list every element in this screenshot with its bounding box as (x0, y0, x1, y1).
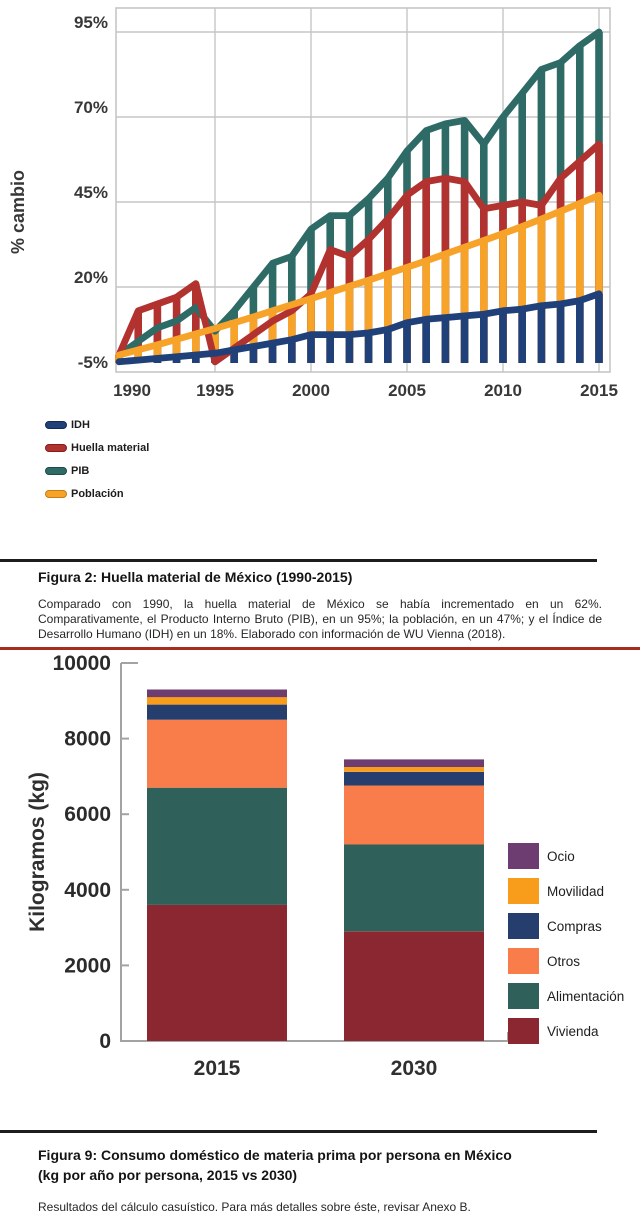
legend-swatch (508, 948, 539, 974)
figure9-chart-legend (508, 843, 624, 1053)
legend-swatch (45, 467, 67, 475)
bar-segment-Ocio (344, 759, 484, 767)
stem-IDH (480, 314, 488, 363)
y-tick-label: 45% (73, 183, 108, 202)
stem-IDH (346, 335, 354, 363)
y-tick-label: -5% (77, 353, 108, 372)
bar-segment-Movilidad (344, 767, 484, 772)
legend-item (508, 913, 624, 939)
figure9-heading (38, 1145, 610, 1185)
x-tick-label: 1990 (113, 381, 151, 400)
bar-segment-Compras (147, 705, 287, 720)
legend-item (508, 983, 624, 1009)
legend-swatch (45, 421, 67, 429)
bar-segment-Alimentación (147, 788, 287, 905)
x-tick-label: 1995 (196, 381, 234, 400)
bar-segment-Ocio (147, 690, 287, 698)
stem-IDH (307, 335, 315, 363)
legend-label: IDH (71, 418, 90, 431)
stem-IDH (576, 301, 584, 363)
legend-label: Vivienda (547, 1023, 599, 1039)
legend-label: Compras (547, 918, 602, 934)
legend-item (508, 948, 624, 974)
series-line-Huella material (119, 144, 599, 362)
legend-item (508, 843, 624, 869)
figure9-heading-line2: (kg por año por persona, 2015 vs 2030) (38, 1167, 298, 1183)
x-tick-label: 2015 (580, 381, 618, 400)
figure9-caption: Resultados del cálculo casuístico. Para más detalles sobre éste, revisar Anexo B. (38, 1200, 471, 1214)
legend-swatch (45, 444, 67, 452)
bar-segment-Vivienda (344, 931, 484, 1041)
legend-label: Movilidad (547, 883, 605, 899)
bar-segment-Otros (344, 786, 484, 845)
stem-IDH (461, 316, 469, 363)
figure2-chart (0, 0, 640, 402)
stem-IDH (365, 333, 373, 363)
x-tick-label: 2000 (292, 381, 330, 400)
bar-segment-Otros (147, 720, 287, 788)
y-tick-label: 95% (73, 13, 108, 32)
y-tick-label: 20% (73, 268, 108, 287)
legend-swatch (508, 843, 539, 869)
legend-item (508, 1018, 624, 1044)
legend-swatch (45, 490, 67, 498)
series-line-IDH (119, 294, 599, 362)
stem-IDH (326, 335, 334, 363)
bar-segment-Compras (344, 772, 484, 786)
legend-label: Alimentación (547, 988, 625, 1004)
legend-item (45, 417, 149, 432)
bar-segment-Movilidad (147, 697, 287, 705)
y-tick-label: 70% (73, 98, 108, 117)
y-tick-label: 6000 (64, 803, 111, 827)
figure2-caption: Comparado con 1990, la huella material de México se había incrementado en un 62%. Comparativamente, el Producto Interno Bruto (PIB), en un 95%; la población, en un 47%; y el Índice de Desarrollo Humano (IDH) en un 18%. Elaborado con información de WU Vienna (2018). (38, 597, 602, 642)
legend-label: Población (71, 487, 124, 500)
legend-item (45, 463, 149, 478)
y-tick-label: 0 (99, 1030, 111, 1053)
y-tick-label: 8000 (64, 727, 111, 751)
legend-item (45, 486, 149, 501)
x-tick-label: 2005 (388, 381, 426, 400)
accent-rule (0, 647, 640, 650)
bar-segment-Alimentación (344, 844, 484, 931)
legend-item (508, 878, 624, 904)
stem-IDH (422, 319, 430, 363)
stem-IDH (538, 306, 546, 363)
x-tick-label: 2010 (484, 381, 522, 400)
legend-item (45, 440, 149, 455)
legend-label: Otros (547, 953, 581, 969)
legend-label: Huella material (71, 441, 150, 454)
stem-IDH (518, 309, 526, 363)
y-tick-label: 10000 (52, 652, 111, 675)
legend-label: Ocio (547, 848, 575, 864)
y-tick-label: 4000 (64, 878, 111, 902)
stem-IDH (442, 318, 450, 363)
legend-swatch (508, 878, 539, 904)
y-axis-title: % cambio (8, 169, 28, 255)
x-category-label: 2015 (193, 1057, 241, 1080)
figure9-heading-line1: Figura 9: Consumo doméstico de materia prima por persona en México (38, 1147, 512, 1163)
stem-IDH (595, 294, 603, 363)
stem-IDH (557, 304, 565, 363)
y-axis-title: Kilogramos (kg) (26, 772, 49, 932)
stem-IDH (384, 330, 392, 364)
legend-swatch (508, 913, 539, 939)
separator-rule (0, 559, 597, 562)
figure2-heading: Figura 2: Huella material de México (1990-2015) (38, 569, 353, 585)
bar-segment-Vivienda (147, 905, 287, 1041)
stem-IDH (403, 323, 411, 363)
x-category-label: 2030 (390, 1057, 438, 1080)
legend-label: PIB (71, 464, 90, 477)
separator-rule (0, 1130, 597, 1133)
plot-frame (116, 8, 610, 372)
figure2-chart-legend (45, 417, 149, 509)
y-tick-label: 2000 (64, 954, 111, 978)
legend-swatch (508, 1018, 539, 1044)
legend-swatch (508, 983, 539, 1009)
stem-IDH (499, 311, 507, 363)
